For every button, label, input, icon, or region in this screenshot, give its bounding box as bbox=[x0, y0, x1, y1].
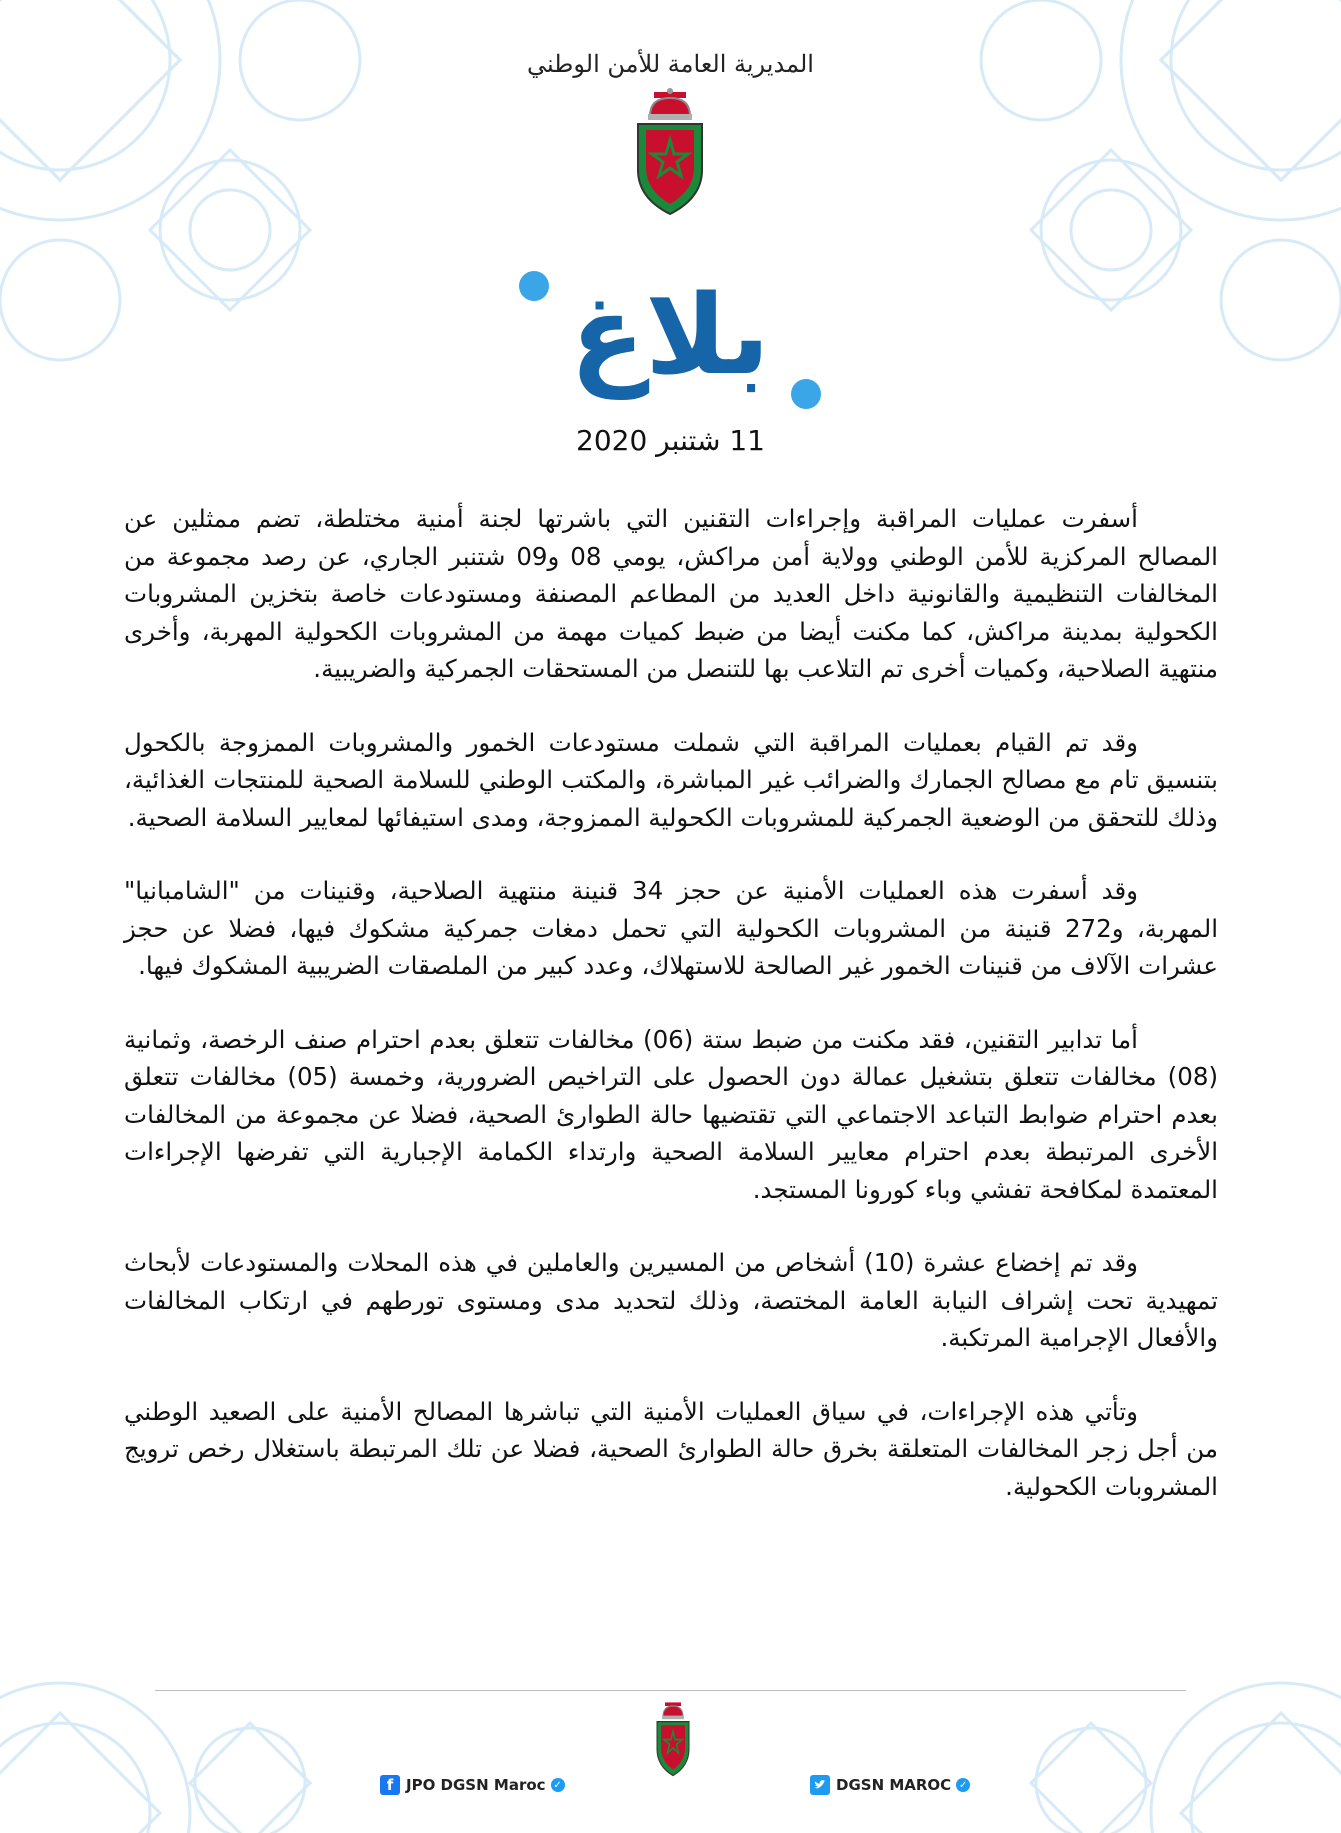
page-title: بلاغ bbox=[570, 271, 770, 399]
facebook-link[interactable] bbox=[380, 1775, 565, 1795]
corner-pattern-bottom-left bbox=[0, 1663, 380, 1833]
twitter-link[interactable] bbox=[810, 1775, 970, 1795]
dgsn-emblem-small bbox=[648, 1700, 698, 1778]
footer-divider bbox=[155, 1690, 1186, 1691]
title-block bbox=[470, 270, 870, 410]
corner-pattern-bottom-right bbox=[961, 1663, 1341, 1833]
paragraph-2: وقد تم القيام بعمليات المراقبة التي شملت مستودعات الخمور والمشروبات الممزوجة بالكحول بتنسيق تام مع مصالح الجمارك والضرائب غير المباشرة، والمكتب الوطني للسلامة الصحية للمنتجات الغذائية، وذلك للتحقق من الوضعية الجمركية للمشروبات الكحولية الممزوجة، ومدى استيفائها لمعايير السلامة الصحية. bbox=[124, 727, 1218, 832]
dgsn-emblem bbox=[620, 88, 720, 218]
paragraph-5: وقد تم إخضاع عشرة (10) أشخاص من المسيرين والعاملين في هذه المحلات والمستودعات لأبحاث تمهيدية تحت إشراف النيابة العامة المختصة، وذلك لتحديد مدى ومستوى تورطهم في ارتكاب المخالفات والأفعال الإجرامية المرتكبة. bbox=[124, 1248, 1218, 1352]
twitter-label: DGSN MAROC bbox=[836, 1776, 952, 1794]
header bbox=[0, 50, 1341, 78]
paragraph-1: أسفرت عمليات المراقبة وإجراءات التقنين التي باشرتها لجنة أمنية مختلطة، تضم ممثلين عن المصالح المركزية للأمن الوطني وولاية أمن مراكش، يومي 08 و09 شتنبر الجاري، عن رصد مجموعة من المخالفات التنظيمية والقانونية داخل العديد من المطاعم المصنفة ومستودعات خاصة بتخزين المشروبات الكحولية بمدينة مراكش، كما مكنت أيضا من ضبط كميات مهمة من المشروبات الكحولية المهربة، وأخرى منتهية الصلاحية، وكميات أخرى تم التلاعب بها للتنصل من المستحقات الجمركية والضريبية. bbox=[124, 504, 1218, 683]
twitter-icon bbox=[810, 1775, 830, 1795]
agency-name: المديرية العامة للأمن الوطني bbox=[527, 50, 814, 78]
date: 11 شتنبر 2020 bbox=[576, 424, 765, 457]
paragraph-4: أما تدابير التقنين، فقد مكنت من ضبط ستة (06) مخالفات تتعلق بعدم احترام صنف الرخصة، وثمانية (08) مخالفات تتعلق بتشغيل عمالة دون الحصول على التراخيص الضرورية، وخمسة (05) مخالفات تتعلق بعدم احترام ضوابط التباعد الاجتماعي التي تقتضيها حالة الطوارئ الصحية، فضلا عن مجموعة من المخالفات الأخرى المرتبطة بعدم احترام معايير السلامة الصحية وارتداء الكمامة الإجبارية التي تفرضها الإجراءات المعتمدة لمكافحة تفشي وباء كورونا المستجد. bbox=[124, 1024, 1218, 1204]
facebook-label: JPO DGSN Maroc bbox=[406, 1776, 546, 1794]
facebook-icon: f bbox=[380, 1775, 400, 1795]
verified-badge-icon: ✓ bbox=[956, 1778, 970, 1792]
paragraph-6: وتأتي هذه الإجراءات، في سياق العمليات الأمنية التي تباشرها المصالح الأمنية على الصعيد الوطني من أجل زجر المخالفات المتعلقة بخرق حالة الطوارئ الصحية، فضلا عن تلك المرتبطة باستغلال رخص ترويج المشروبات الكحولية. bbox=[124, 1396, 1218, 1501]
paragraph-3: وقد أسفرت هذه العمليات الأمنية عن حجز 34 قنينة منتهية الصلاحية، وقنينات من "الشامبانيا" المهربة، و272 قنينة من المشروبات الكحولية التي تحمل دمغات جمركية مشكوك فيها، فضلا عن حجز عشرات الآلاف من قنينات الخمور غير الصالحة للاستهلاك، وعدد كبير من الملصقات الضريبية المشكوك فيها. bbox=[124, 876, 1218, 980]
verified-badge-icon: ✓ bbox=[551, 1778, 565, 1792]
statement-body bbox=[124, 500, 1218, 1541]
